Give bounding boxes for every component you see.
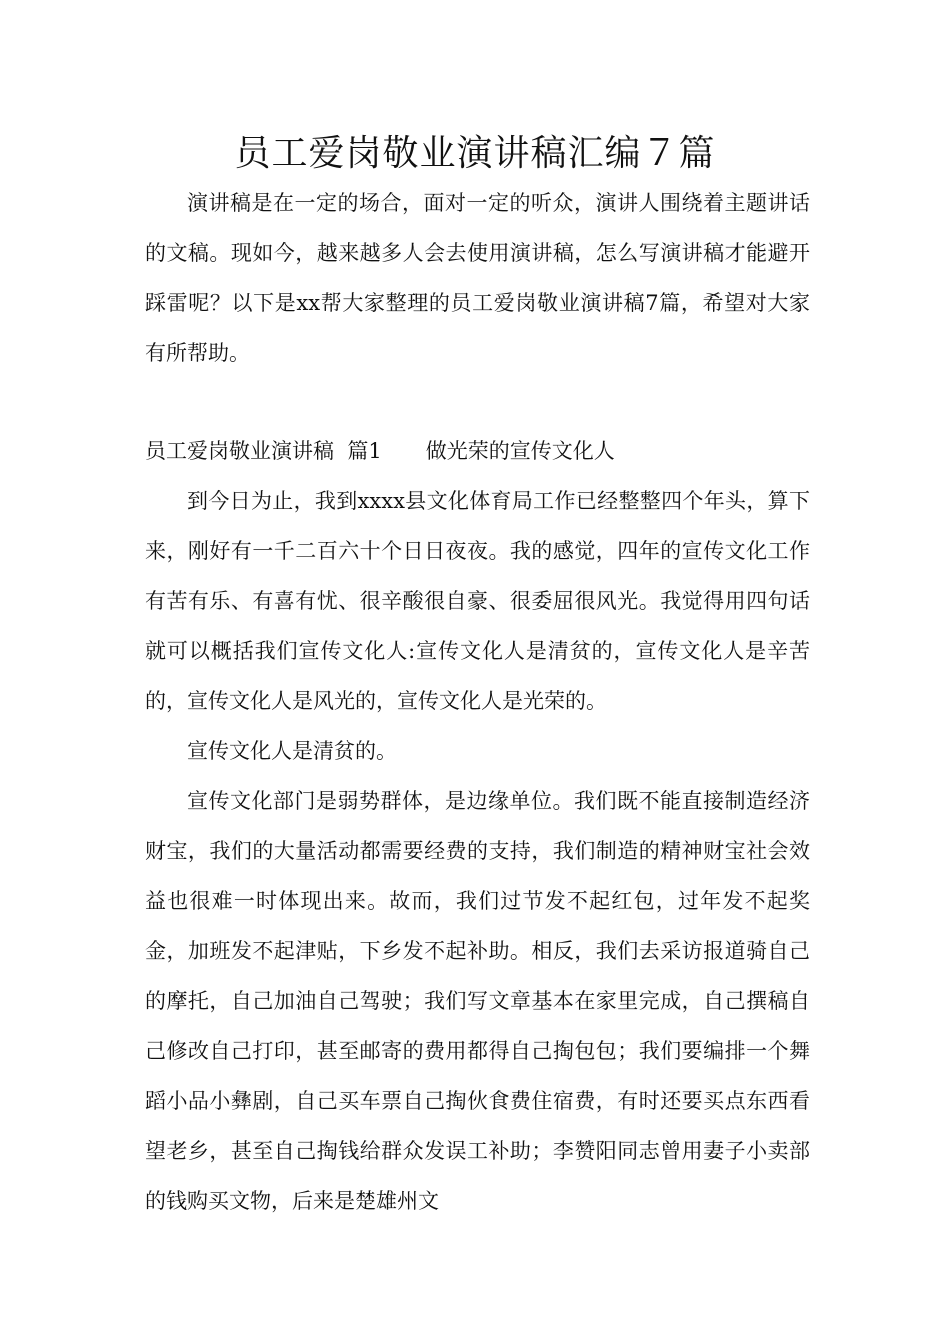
body-paragraph-2: 宣传文化人是清贫的。 [187,739,397,763]
section-body [145,476,810,1226]
body-paragraph-1: 到今日为止，我到xxxx县文化体育局工作已经整整四个年头，算下来，刚好有一千二百六十个日日夜夜。我的感觉，四年的宣传文化工作有苦有乐、有喜有忧、很辛酸很自豪、很委屈很风光。我觉得用四句话就可以概括我们宣传文化人:宣传文化人是清贫的，宣传文化人是辛苦的，宣传文化人是风光的，宣传文化人是光荣的。 [145,489,810,713]
section-subtitle: 做光荣的宣传文化人 [425,439,615,463]
section-label: 员工爱岗敬业演讲稿 篇1 [145,439,382,463]
section-heading [145,426,810,476]
body-paragraph-3: 宣传文化部门是弱势群体，是边缘单位。我们既不能直接制造经济财宝，我们的大量活动都需要经费的支持，我们制造的精神财宝社会效益也很难一时体现出来。故而，我们过节发不起红包，过年发不起奖金，加班发不起津贴，下乡发不起补助。相反，我们去采访报道骑自己的摩托，自己加油自己驾驶；我们写文章基本在家里完成，自己撰稿自己修改自己打印，甚至邮寄的费用都得自己掏包包；我们要编排一个舞蹈小品小彝剧，自己买车票自己掏伙食费住宿费，有时还要买点东西看望老乡，甚至自己掏钱给群众发误工补助；李赞阳同志曾用妻子小卖部的钱购买文物，后来是楚雄州文 [145,789,810,1213]
intro-paragraph: 演讲稿是在一定的场合，面对一定的听众，演讲人围绕着主题讲话的文稿。现如今，越来越多人会去使用演讲稿，怎么写演讲稿才能避开踩雷呢？以下是xx帮大家整理的员工爱岗敬业演讲稿7篇，希望对大家有所帮助。 [145,191,810,365]
document-title: 员工爱岗敬业演讲稿汇编７篇 [234,133,716,174]
